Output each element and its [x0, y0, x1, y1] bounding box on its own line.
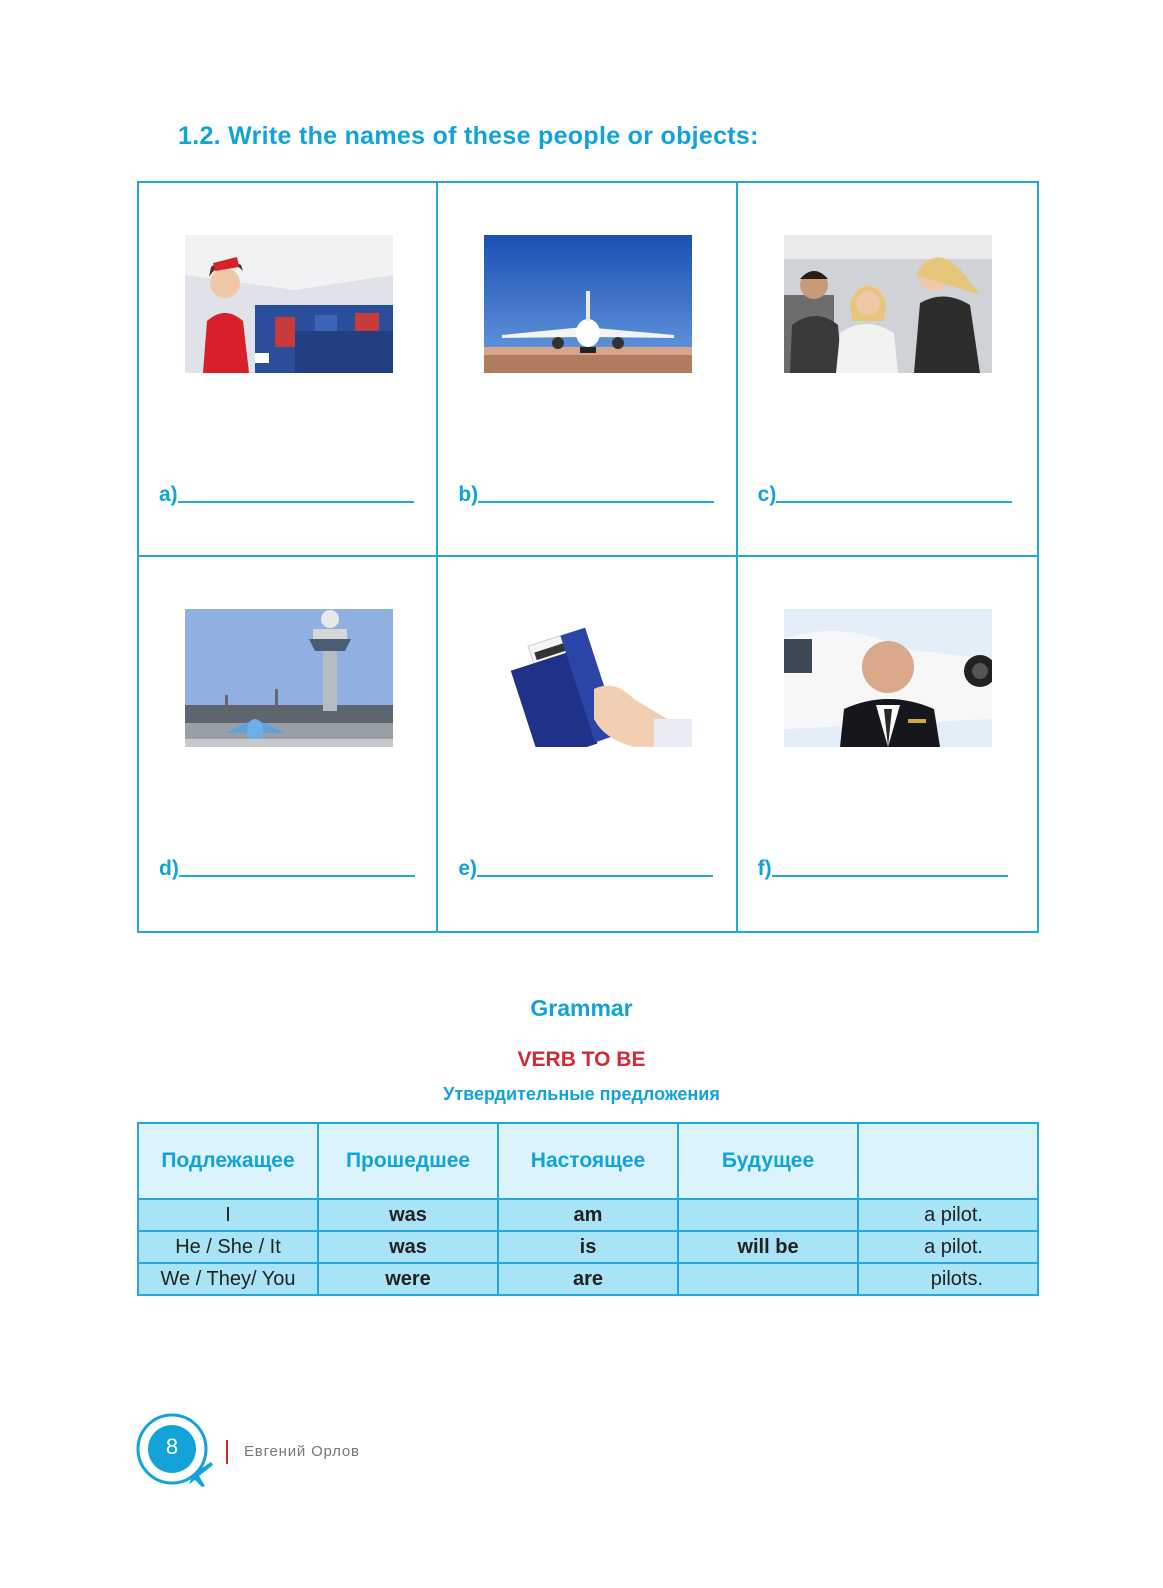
answer-line: [776, 501, 1012, 503]
grammar-title: Grammar: [530, 995, 633, 1021]
flight-attendant-photo: [185, 235, 393, 373]
table-cell: [678, 1263, 858, 1295]
table-row: [138, 1231, 1038, 1263]
answer-field[interactable]: [458, 857, 713, 881]
footer-author: Евгений Орлов: [244, 1443, 360, 1460]
answer-line: [179, 875, 415, 877]
table-cell: a pilot.: [858, 1231, 1038, 1263]
table-header: Будущее: [678, 1123, 858, 1199]
page-number: 8: [165, 1434, 179, 1459]
verb-to-be-table: [137, 1122, 1039, 1296]
answer-line: [477, 875, 713, 877]
airport-tower-photo: [185, 609, 393, 747]
grammar-subtitle: VERB TO BE: [517, 1048, 646, 1071]
exercise-cell: [738, 557, 1037, 931]
boarding-pass-photo: [484, 609, 692, 747]
answer-field[interactable]: [159, 483, 414, 507]
exercise-cell: [438, 183, 737, 557]
table-cell: were: [318, 1263, 498, 1295]
table-cell: We / They/ You: [138, 1263, 318, 1295]
table-cell: pilots.: [858, 1263, 1038, 1295]
table-cell: [678, 1199, 858, 1231]
answer-line: [772, 875, 1008, 877]
airplane-photo: [484, 235, 692, 373]
exercise-grid: [137, 181, 1039, 933]
exercise-heading: 1.2. Write the names of these people or objects:: [178, 122, 759, 150]
answer-label: f): [757, 857, 772, 880]
answer-field[interactable]: [758, 857, 1008, 881]
answer-label: b): [458, 483, 479, 506]
table-row: [138, 1199, 1038, 1231]
grammar-caption: Утвердительные предложения: [443, 1084, 720, 1104]
table-header-row: [138, 1123, 1038, 1199]
answer-field[interactable]: [458, 483, 714, 507]
table-cell: will be: [678, 1231, 858, 1263]
table-header: Подлежащее: [138, 1123, 318, 1199]
table-cell: I: [138, 1199, 318, 1231]
table-header: [858, 1123, 1038, 1199]
answer-label: a): [159, 483, 178, 506]
pilot-photo: [784, 609, 992, 747]
passengers-photo: [784, 235, 992, 373]
answer-label: c): [757, 483, 777, 506]
exercise-cell: [139, 557, 438, 931]
table-cell: are: [498, 1263, 678, 1295]
exercise-cell: [438, 557, 737, 931]
table-cell: was: [318, 1231, 498, 1263]
answer-line: [478, 501, 714, 503]
table-cell: a pilot.: [858, 1199, 1038, 1231]
answer-field[interactable]: [758, 483, 1013, 507]
answer-label: d): [159, 857, 179, 880]
table-cell: was: [318, 1199, 498, 1231]
table-header: Настоящее: [498, 1123, 678, 1199]
table-cell: am: [498, 1199, 678, 1231]
answer-field[interactable]: [159, 857, 415, 881]
answer-label: e): [458, 857, 478, 880]
answer-line: [178, 501, 414, 503]
footer-divider: [226, 1440, 228, 1464]
table-cell: is: [498, 1231, 678, 1263]
exercise-cell: [738, 183, 1037, 557]
table-cell: He / She / It: [138, 1231, 318, 1263]
exercise-cell: [139, 183, 438, 557]
table-header: Прошедшее: [318, 1123, 498, 1199]
table-row: [138, 1263, 1038, 1295]
